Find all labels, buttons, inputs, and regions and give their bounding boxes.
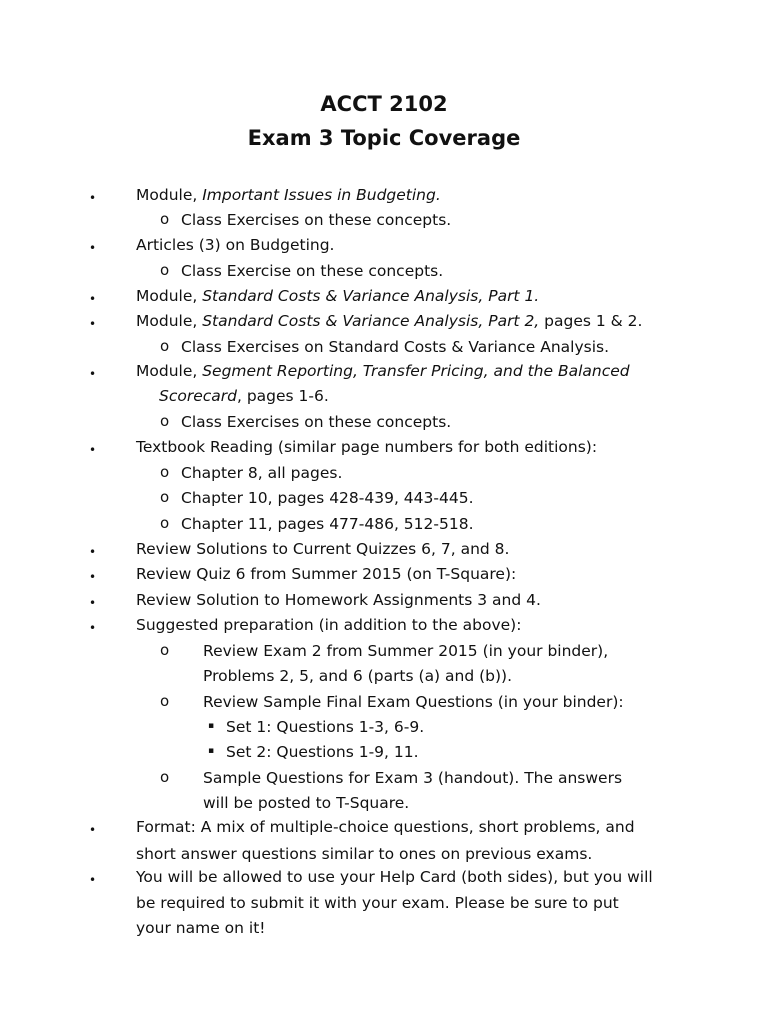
sub-item: Class Exercises on Standard Costs & Variance Analysis. xyxy=(181,338,610,356)
bullet-marker: • xyxy=(89,191,97,205)
item-module-budgeting: Module, Important Issues in Budgeting. xyxy=(136,186,441,204)
sub-item-cont: Problems 2, 5, and 6 (parts (a) and (b)). xyxy=(203,667,513,685)
square-marker: ▪ xyxy=(208,721,215,731)
circle-marker: o xyxy=(160,692,170,710)
circle-marker: o xyxy=(160,412,170,430)
sub-item-cont: will be posted to T-Square. xyxy=(203,794,410,812)
item-format: Format: A mix of multiple-choice questions, short problems, and xyxy=(136,818,635,836)
item-help-card: You will be allowed to use your Help Card (both sides), but you will xyxy=(136,868,653,886)
sub-item: Chapter 8, all pages. xyxy=(181,464,343,482)
sub-sub-item: Set 1: Questions 1-3, 6-9. xyxy=(226,718,425,736)
bullet-marker: • xyxy=(89,823,97,837)
item-review-homework: Review Solution to Homework Assignments 3 and 4. xyxy=(136,591,541,609)
sub-item: Review Sample Final Exam Questions (in your binder): xyxy=(203,693,624,711)
sub-item: Sample Questions for Exam 3 (handout). The answers xyxy=(203,769,623,787)
bullet-marker: • xyxy=(89,621,97,635)
item-review-quiz: Review Quiz 6 from Summer 2015 (on T-Square): xyxy=(136,565,517,583)
sub-sub-item: Set 2: Questions 1-9, 11. xyxy=(226,743,419,761)
bullet-marker: • xyxy=(89,241,97,255)
item-format-cont: short answer questions similar to ones on previous exams. xyxy=(136,845,593,863)
square-marker: ▪ xyxy=(208,746,215,756)
sub-item: Chapter 11, pages 477-486, 512-518. xyxy=(181,515,474,533)
item-articles: Articles (3) on Budgeting. xyxy=(136,236,335,254)
item-help-card-cont: be required to submit it with your exam. Please be sure to put xyxy=(136,894,619,912)
circle-marker: o xyxy=(160,261,170,279)
bullet-marker: • xyxy=(89,570,97,584)
bullet-marker: • xyxy=(89,367,97,381)
circle-marker: o xyxy=(160,463,170,481)
circle-marker: o xyxy=(160,210,170,228)
circle-marker: o xyxy=(160,514,170,532)
item-suggested-prep: Suggested preparation (in addition to the above): xyxy=(136,616,522,634)
item-module-segment-cont: Scorecard, pages 1-6. xyxy=(159,387,329,405)
bullet-marker: • xyxy=(89,596,97,610)
circle-marker: o xyxy=(160,337,170,355)
sub-item: Class Exercise on these concepts. xyxy=(181,262,444,280)
sub-item: Review Exam 2 from Summer 2015 (in your binder), xyxy=(203,642,609,660)
bullet-marker: • xyxy=(89,873,97,887)
item-textbook: Textbook Reading (similar page numbers for both editions): xyxy=(136,438,598,456)
bullet-marker: • xyxy=(89,292,97,306)
bullet-marker: • xyxy=(89,545,97,559)
page-title: Exam 3 Topic Coverage xyxy=(247,126,521,150)
item-module-part1: Module, Standard Costs & Variance Analysis, Part 1. xyxy=(136,287,540,305)
bullet-marker: • xyxy=(89,443,97,457)
sub-item: Chapter 10, pages 428-439, 443-445. xyxy=(181,489,474,507)
item-review-solutions: Review Solutions to Current Quizzes 6, 7, and 8. xyxy=(136,540,510,558)
circle-marker: o xyxy=(160,488,170,506)
item-help-card-cont: your name on it! xyxy=(136,919,266,937)
item-module-part2: Module, Standard Costs & Variance Analysis, Part 2, pages 1 & 2. xyxy=(136,312,643,330)
sub-item: Class Exercises on these concepts. xyxy=(181,413,452,431)
item-module-segment: Module, Segment Reporting, Transfer Pricing, and the Balanced xyxy=(136,362,630,380)
course-title: ACCT 2102 xyxy=(320,92,448,116)
circle-marker: o xyxy=(160,641,170,659)
circle-marker: o xyxy=(160,768,170,786)
bullet-marker: • xyxy=(89,317,97,331)
sub-item: Class Exercises on these concepts. xyxy=(181,211,452,229)
